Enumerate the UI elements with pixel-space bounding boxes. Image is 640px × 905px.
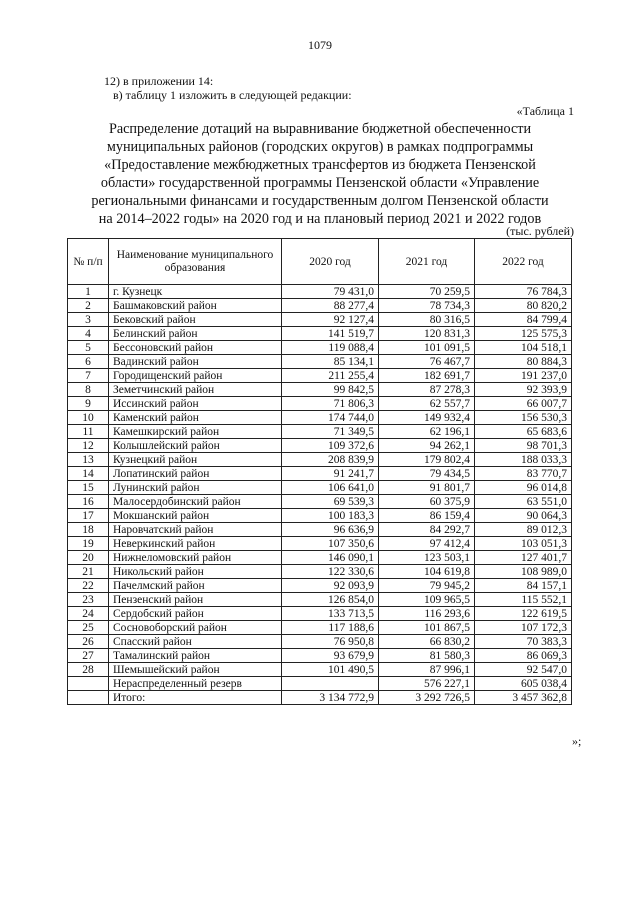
row-value-2020: 96 636,9 <box>282 523 379 537</box>
row-name: Городищенский район <box>109 369 282 383</box>
header-name: Наименование муниципального образования <box>109 239 282 285</box>
row-value-2021: 91 801,7 <box>379 481 475 495</box>
row-value-2022: 83 770,7 <box>475 467 572 481</box>
row-value-2020: 211 255,4 <box>282 369 379 383</box>
row-num: 23 <box>68 593 109 607</box>
table-row <box>68 607 572 621</box>
row-name: Мокшанский район <box>109 509 282 523</box>
row-value-2020: 91 241,7 <box>282 467 379 481</box>
row-value-2020: 146 090,1 <box>282 551 379 565</box>
row-value-2021: 576 227,1 <box>379 677 475 691</box>
table-row <box>68 495 572 509</box>
row-num: 27 <box>68 649 109 663</box>
row-name: Бессоновский район <box>109 341 282 355</box>
row-value-2021: 120 831,3 <box>379 327 475 341</box>
row-value-2021: 149 932,4 <box>379 411 475 425</box>
table-row <box>68 453 572 467</box>
row-name: Никольский район <box>109 565 282 579</box>
table-row <box>68 313 572 327</box>
row-num: 26 <box>68 635 109 649</box>
allocation-table <box>67 238 572 705</box>
row-value-2022: 156 530,3 <box>475 411 572 425</box>
row-value-2020: 122 330,6 <box>282 565 379 579</box>
row-name: Малосердобинский район <box>109 495 282 509</box>
row-name: Башмаковский район <box>109 299 282 313</box>
row-value-2021: 104 619,8 <box>379 565 475 579</box>
table-row <box>68 649 572 663</box>
units-label: (тыс. рублей) <box>506 224 574 238</box>
row-value-2020: 79 431,0 <box>282 285 379 299</box>
row-name: Неверкинский район <box>109 537 282 551</box>
row-value-2021: 109 965,5 <box>379 593 475 607</box>
title-line: области» государственной программы Пензенской области «Управление <box>100 175 540 191</box>
row-name: Сердобский район <box>109 607 282 621</box>
row-num: 15 <box>68 481 109 495</box>
row-num: 6 <box>68 355 109 369</box>
table-row <box>68 425 572 439</box>
row-num <box>68 691 109 705</box>
row-name: Спасский район <box>109 635 282 649</box>
row-name: Каменский район <box>109 411 282 425</box>
row-value-2021: 87 278,3 <box>379 383 475 397</box>
row-value-2021: 62 557,7 <box>379 397 475 411</box>
row-name: г. Кузнецк <box>109 285 282 299</box>
row-name: Пачелмский район <box>109 579 282 593</box>
intro-line-1: 12) в приложении 14: <box>104 74 214 88</box>
row-num: 7 <box>68 369 109 383</box>
row-value-2020: 141 519,7 <box>282 327 379 341</box>
row-value-2020: 106 641,0 <box>282 481 379 495</box>
row-name: Пензенский район <box>109 593 282 607</box>
row-value-2022: 76 784,3 <box>475 285 572 299</box>
table-row <box>68 677 572 691</box>
row-num: 24 <box>68 607 109 621</box>
row-num: 12 <box>68 439 109 453</box>
table-row <box>68 327 572 341</box>
row-value-2020: 3 134 772,9 <box>282 691 379 705</box>
title-line: «Предоставление межбюджетных трансфертов из бюджета Пензенской <box>104 157 536 173</box>
row-name: Бековский район <box>109 313 282 327</box>
table-row <box>68 285 572 299</box>
row-value-2020: 133 713,5 <box>282 607 379 621</box>
page-number: 1079 <box>308 38 332 52</box>
table-row <box>68 481 572 495</box>
row-name: Кузнецкий район <box>109 453 282 467</box>
row-name: Шемышейский район <box>109 663 282 677</box>
table-row <box>68 341 572 355</box>
row-name: Нераспределенный резерв <box>109 677 282 691</box>
row-value-2022: 191 237,0 <box>475 369 572 383</box>
row-value-2021: 97 412,4 <box>379 537 475 551</box>
row-value-2021: 94 262,1 <box>379 439 475 453</box>
row-value-2021: 116 293,6 <box>379 607 475 621</box>
table-row <box>68 635 572 649</box>
row-name: Итого: <box>109 691 282 705</box>
row-value-2021: 60 375,9 <box>379 495 475 509</box>
row-value-2022: 66 007,7 <box>475 397 572 411</box>
row-value-2021: 101 867,5 <box>379 621 475 635</box>
row-name: Земетчинский район <box>109 383 282 397</box>
row-value-2022: 89 012,3 <box>475 523 572 537</box>
table-row <box>68 663 572 677</box>
row-value-2020: 99 842,5 <box>282 383 379 397</box>
table-row <box>68 523 572 537</box>
row-value-2020: 100 183,3 <box>282 509 379 523</box>
row-value-2022: 3 457 362,8 <box>475 691 572 705</box>
row-name: Наровчатский район <box>109 523 282 537</box>
table-body <box>68 285 572 705</box>
row-num: 3 <box>68 313 109 327</box>
table-row <box>68 551 572 565</box>
table-row <box>68 397 572 411</box>
row-value-2021: 101 091,5 <box>379 341 475 355</box>
document-title <box>60 120 580 228</box>
row-value-2021: 123 503,1 <box>379 551 475 565</box>
header-2020: 2020 год <box>282 239 379 285</box>
row-value-2021: 84 292,7 <box>379 523 475 537</box>
row-value-2022: 115 552,1 <box>475 593 572 607</box>
table-row <box>68 621 572 635</box>
row-value-2022: 80 884,3 <box>475 355 572 369</box>
row-value-2021: 3 292 726,5 <box>379 691 475 705</box>
row-value-2022: 98 701,3 <box>475 439 572 453</box>
closing-mark: »; <box>572 734 582 748</box>
row-num: 18 <box>68 523 109 537</box>
row-name: Вадинский район <box>109 355 282 369</box>
row-name: Иссинский район <box>109 397 282 411</box>
row-num: 9 <box>68 397 109 411</box>
title-line: региональными финансами и государственным долгом Пензенской области <box>91 193 549 209</box>
row-name: Камешкирский район <box>109 425 282 439</box>
table-row <box>68 439 572 453</box>
row-value-2022: 63 551,0 <box>475 495 572 509</box>
row-value-2021: 79 945,2 <box>379 579 475 593</box>
row-value-2020: 88 277,4 <box>282 299 379 313</box>
row-value-2022: 90 064,3 <box>475 509 572 523</box>
table-row <box>68 299 572 313</box>
row-name: Нижнеломовский район <box>109 551 282 565</box>
row-value-2020: 126 854,0 <box>282 593 379 607</box>
row-value-2022: 92 547,0 <box>475 663 572 677</box>
row-value-2020: 174 744,0 <box>282 411 379 425</box>
row-value-2022: 92 393,9 <box>475 383 572 397</box>
row-num: 22 <box>68 579 109 593</box>
row-value-2022: 125 575,3 <box>475 327 572 341</box>
row-value-2022: 107 172,3 <box>475 621 572 635</box>
row-num: 21 <box>68 565 109 579</box>
row-num: 28 <box>68 663 109 677</box>
row-value-2022: 70 383,3 <box>475 635 572 649</box>
row-num: 5 <box>68 341 109 355</box>
row-value-2020: 117 188,6 <box>282 621 379 635</box>
title-line: на 2014–2022 годы» на 2020 год и на плановый период 2021 и 2022 годов <box>98 211 542 227</box>
table-row <box>68 467 572 481</box>
row-num: 25 <box>68 621 109 635</box>
row-value-2020: 107 350,6 <box>282 537 379 551</box>
row-value-2022: 84 157,1 <box>475 579 572 593</box>
row-value-2021: 66 830,2 <box>379 635 475 649</box>
row-num: 20 <box>68 551 109 565</box>
row-value-2021: 78 734,3 <box>379 299 475 313</box>
row-value-2021: 79 434,5 <box>379 467 475 481</box>
row-value-2022: 127 401,7 <box>475 551 572 565</box>
row-value-2020: 85 134,1 <box>282 355 379 369</box>
row-value-2021: 81 580,3 <box>379 649 475 663</box>
row-num: 14 <box>68 467 109 481</box>
row-num: 19 <box>68 537 109 551</box>
row-value-2020: 69 539,3 <box>282 495 379 509</box>
row-name: Тамалинский район <box>109 649 282 663</box>
row-value-2020: 109 372,6 <box>282 439 379 453</box>
header-num: № п/п <box>68 239 109 285</box>
table-row <box>68 369 572 383</box>
row-value-2022: 122 619,5 <box>475 607 572 621</box>
table-header-row <box>68 239 572 285</box>
table-caption: «Таблица 1 <box>516 104 574 118</box>
row-value-2020: 76 950,8 <box>282 635 379 649</box>
row-num: 11 <box>68 425 109 439</box>
table-row <box>68 411 572 425</box>
table-row <box>68 355 572 369</box>
row-name: Сосновоборский район <box>109 621 282 635</box>
row-num: 4 <box>68 327 109 341</box>
row-value-2020: 119 088,4 <box>282 341 379 355</box>
row-value-2020: 92 127,4 <box>282 313 379 327</box>
table-row <box>68 383 572 397</box>
row-value-2022: 605 038,4 <box>475 677 572 691</box>
row-value-2022: 188 033,3 <box>475 453 572 467</box>
row-value-2022: 80 820,2 <box>475 299 572 313</box>
row-value-2022: 84 799,4 <box>475 313 572 327</box>
row-value-2022: 96 014,8 <box>475 481 572 495</box>
row-num: 2 <box>68 299 109 313</box>
row-name: Лопатинский район <box>109 467 282 481</box>
row-num: 16 <box>68 495 109 509</box>
table-row <box>68 691 572 705</box>
row-value-2020 <box>282 677 379 691</box>
row-value-2020: 101 490,5 <box>282 663 379 677</box>
table-row <box>68 509 572 523</box>
row-value-2021: 62 196,1 <box>379 425 475 439</box>
row-num: 8 <box>68 383 109 397</box>
row-value-2020: 92 093,9 <box>282 579 379 593</box>
header-2021: 2021 год <box>379 239 475 285</box>
row-value-2021: 86 159,4 <box>379 509 475 523</box>
row-value-2021: 70 259,5 <box>379 285 475 299</box>
row-value-2021: 182 691,7 <box>379 369 475 383</box>
row-value-2021: 80 316,5 <box>379 313 475 327</box>
table-row <box>68 565 572 579</box>
row-value-2022: 86 069,3 <box>475 649 572 663</box>
row-value-2022: 65 683,6 <box>475 425 572 439</box>
row-num: 13 <box>68 453 109 467</box>
title-line: муниципальных районов (городских округов) в рамках подпрограммы <box>106 139 534 155</box>
row-name: Белинский район <box>109 327 282 341</box>
row-value-2020: 71 806,3 <box>282 397 379 411</box>
row-value-2021: 87 996,1 <box>379 663 475 677</box>
header-2022: 2022 год <box>475 239 572 285</box>
row-num: 1 <box>68 285 109 299</box>
row-name: Лунинский район <box>109 481 282 495</box>
row-value-2021: 76 467,7 <box>379 355 475 369</box>
row-num: 10 <box>68 411 109 425</box>
table-row <box>68 537 572 551</box>
row-value-2022: 108 989,0 <box>475 565 572 579</box>
row-value-2022: 103 051,3 <box>475 537 572 551</box>
table-row <box>68 579 572 593</box>
row-value-2021: 179 802,4 <box>379 453 475 467</box>
table-row <box>68 593 572 607</box>
title-line: Распределение дотаций на выравнивание бюджетной обеспеченности <box>108 121 532 137</box>
row-num <box>68 677 109 691</box>
row-value-2020: 71 349,5 <box>282 425 379 439</box>
row-value-2020: 208 839,9 <box>282 453 379 467</box>
row-num: 17 <box>68 509 109 523</box>
row-name: Колышлейский район <box>109 439 282 453</box>
row-value-2022: 104 518,1 <box>475 341 572 355</box>
row-value-2020: 93 679,9 <box>282 649 379 663</box>
intro-line-2: в) таблицу 1 изложить в следующей редакции: <box>113 88 352 102</box>
